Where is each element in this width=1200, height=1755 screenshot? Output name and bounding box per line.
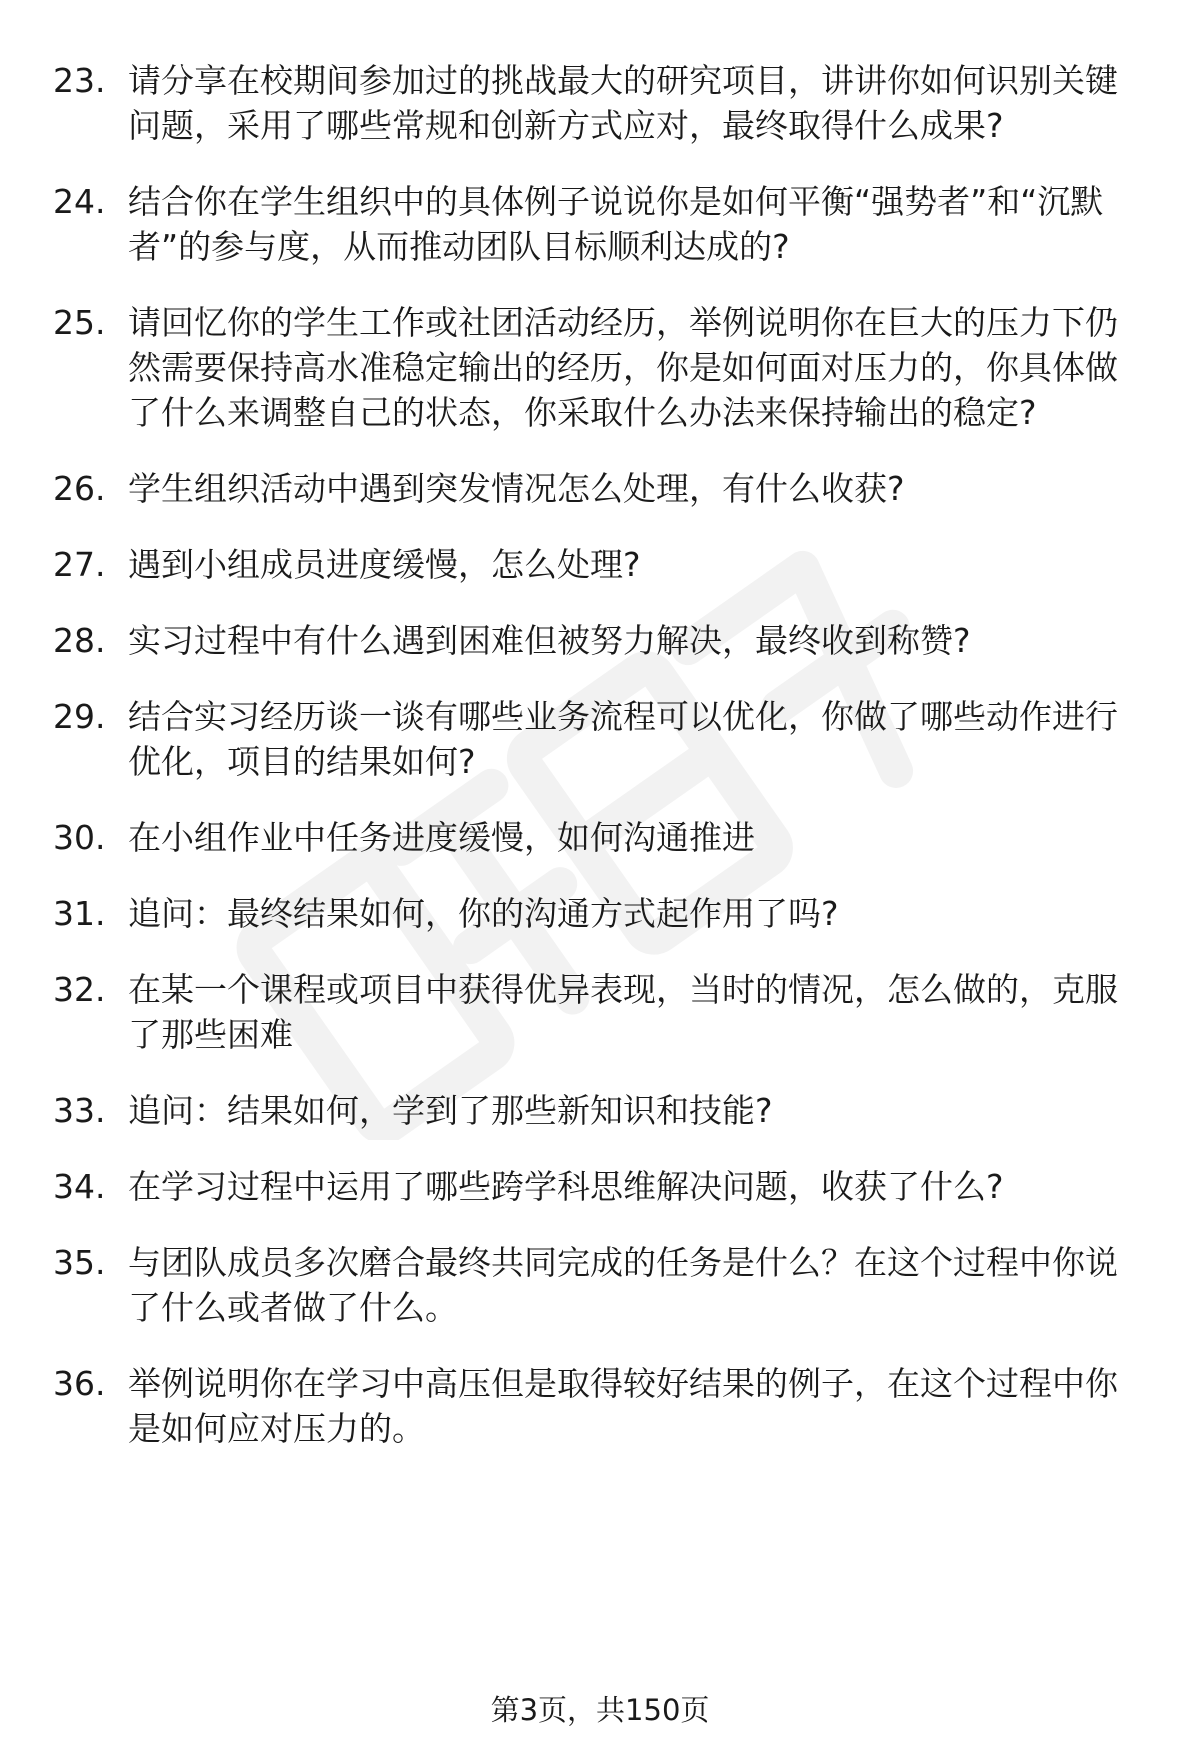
question-item (0, 618, 1200, 663)
question-number: 35. (53, 1243, 106, 1282)
question-number: 28. (53, 621, 106, 660)
question-number: 27. (53, 545, 106, 584)
question-item (0, 1240, 1200, 1330)
question-number: 36. (53, 1364, 106, 1403)
question-number: 32. (53, 970, 106, 1009)
question-number: 25. (53, 303, 106, 342)
question-text: 追问：结果如何，学到了那些新知识和技能? (128, 1091, 773, 1130)
question-text: 在某一个课程或项目中获得优异表现，当时的情况，怎么做的，克服了那些困难 (128, 970, 1118, 1054)
question-text: 结合你在学生组织中的具体例子说说你是如何平衡“强势者”和“沉默者”的参与度，从而推动团队目标顺利达成的? (128, 182, 1104, 266)
question-item (0, 1164, 1200, 1209)
question-item (0, 58, 1200, 148)
question-number: 31. (53, 894, 106, 933)
question-item (0, 1361, 1200, 1451)
question-item (0, 542, 1200, 587)
question-text: 结合实习经历谈一谈有哪些业务流程可以优化，你做了哪些动作进行优化，项目的结果如何? (128, 697, 1118, 781)
question-number: 29. (53, 697, 106, 736)
question-text: 请分享在校期间参加过的挑战最大的研究项目，讲讲你如何识别关键问题，采用了哪些常规和创新方式应对，最终取得什么成果? (128, 61, 1118, 145)
question-text: 在学习过程中运用了哪些跨学科思维解决问题，收获了什么? (128, 1167, 1004, 1206)
question-number: 23. (53, 61, 106, 100)
question-number: 33. (53, 1091, 106, 1130)
question-number: 26. (53, 469, 106, 508)
question-item (0, 300, 1200, 435)
question-list (0, 58, 1200, 1482)
question-item (0, 1088, 1200, 1133)
question-item (0, 967, 1200, 1057)
page-footer: 第3页，共150页 (490, 1693, 710, 1727)
question-text: 遇到小组成员进度缓慢，怎么处理? (128, 545, 641, 584)
question-item (0, 815, 1200, 860)
question-number: 30. (53, 818, 106, 857)
question-number: 24. (53, 182, 106, 221)
question-text: 在小组作业中任务进度缓慢，如何沟通推进 (128, 818, 755, 857)
question-text: 与团队成员多次磨合最终共同完成的任务是什么？在这个过程中你说了什么或者做了什么。 (128, 1243, 1118, 1327)
question-item (0, 179, 1200, 269)
question-number: 34. (53, 1167, 106, 1206)
question-text: 实习过程中有什么遇到困难但被努力解决，最终收到称赞? (128, 621, 971, 660)
question-text: 请回忆你的学生工作或社团活动经历，举例说明你在巨大的压力下仍然需要保持高水准稳定输出的经历，你是如何面对压力的，你具体做了什么来调整自己的状态，你采取什么办法来保持输出的稳定? (128, 303, 1118, 432)
question-item (0, 891, 1200, 936)
question-item (0, 466, 1200, 511)
question-text: 学生组织活动中遇到突发情况怎么处理，有什么收获? (128, 469, 905, 508)
question-text: 举例说明你在学习中高压但是取得较好结果的例子，在这个过程中你是如何应对压力的。 (128, 1364, 1118, 1448)
question-text: 追问：最终结果如何，你的沟通方式起作用了吗? (128, 894, 839, 933)
question-item (0, 694, 1200, 784)
